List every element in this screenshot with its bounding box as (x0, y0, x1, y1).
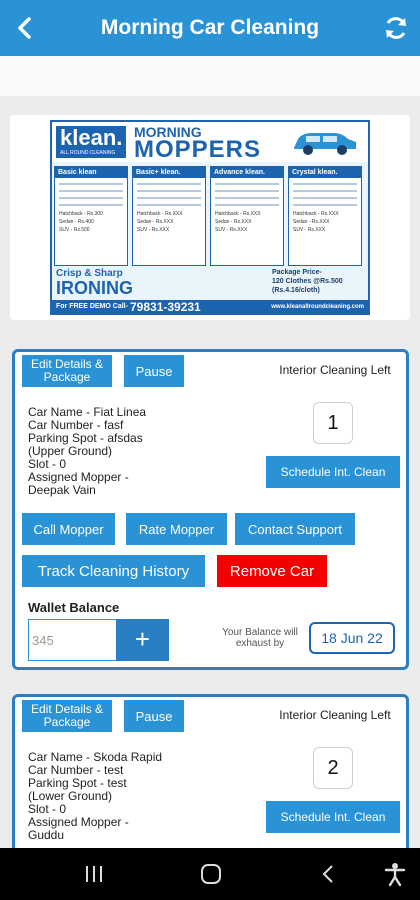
plan-column (54, 166, 128, 266)
track-history-button[interactable]: Track Cleaning History (22, 555, 205, 587)
plan-column (210, 166, 284, 266)
call-mopper-button[interactable]: Call Mopper (22, 513, 115, 545)
car-name: Car Name - Fiat Linea (28, 405, 147, 419)
promo-banner[interactable] (50, 120, 370, 315)
car-number: Car Number - test (28, 763, 124, 777)
assigned-mopper-name: Guddu (28, 828, 65, 842)
assigned-mopper-name: Deepak Vain (28, 483, 96, 497)
plan-prices: Hatchback - Rs.300 Sedan - Rs.400 SUV - Rs.500 (59, 211, 103, 233)
parking-level: (Lower Ground) (28, 789, 113, 803)
parking-spot: Parking Spot - afsdas (28, 431, 143, 445)
plan-column (288, 166, 362, 266)
recent-apps-icon[interactable] (84, 864, 104, 884)
promo-banner-card (10, 115, 410, 320)
parking-spot: Parking Spot - test (28, 776, 127, 790)
banner-header (52, 122, 368, 162)
car-info (28, 751, 162, 842)
add-money-button[interactable]: + (116, 619, 169, 661)
exhaust-date: 18 Jun 22 (309, 622, 395, 654)
back-nav-icon[interactable] (318, 863, 338, 885)
demo-label: For FREE DEMO Call- (56, 303, 128, 310)
contact-support-button[interactable]: Contact Support (235, 513, 355, 545)
plan-prices: Hatchback - Rs.XXX Sedan - Rs.XXX SUV - Rs.XXX (137, 211, 183, 233)
back-arrow-icon[interactable] (10, 12, 40, 44)
assigned-mopper-label: Assigned Mopper - (28, 815, 129, 829)
remove-car-button[interactable]: Remove Car (217, 555, 327, 587)
car-card (12, 694, 409, 864)
assigned-mopper-label: Assigned Mopper - (28, 470, 129, 484)
car-info (28, 406, 146, 497)
pause-button[interactable]: Pause (124, 355, 184, 387)
plan-title: Crystal klean. (289, 167, 361, 178)
rate-mopper-button[interactable]: Rate Mopper (126, 513, 227, 545)
app-bar (0, 0, 420, 56)
banner-ironing (54, 268, 366, 298)
parking-level: (Upper Ground) (28, 444, 113, 458)
plan-title: Advance klean. (211, 167, 283, 178)
edit-details-button[interactable]: Edit Details & Package (22, 700, 112, 732)
car-name: Car Name - Skoda Rapid (28, 750, 163, 764)
interior-count: 1 (313, 402, 353, 444)
plan-title: Basic+ klean. (133, 167, 205, 178)
edit-details-button[interactable]: Edit Details & Package (22, 355, 112, 387)
schedule-interior-button[interactable]: Schedule Int. Clean (266, 456, 400, 488)
refresh-icon[interactable] (382, 14, 410, 42)
schedule-interior-button[interactable]: Schedule Int. Clean (266, 801, 400, 833)
wallet-balance-label: Wallet Balance (28, 600, 120, 615)
ironing-title: IRONING (56, 278, 134, 298)
plan-prices: Hatchback - Rs.XXX Sedan - Rs.XXX SUV - Rs.XXX (293, 211, 339, 233)
interior-cleaning-label: Interior Cleaning Left (279, 363, 391, 377)
pause-button[interactable]: Pause (124, 700, 184, 732)
plan-title: Basic klean (55, 167, 127, 178)
exhaust-label: Your Balance will exhaust by (222, 627, 298, 649)
package-price: Package Price- 120 Clothes @Rs.500 (Rs.4.16/cloth) (272, 269, 343, 294)
car-number: Car Number - fasf (28, 418, 124, 432)
logo-subtext: ALL ROUND CLEANING (60, 150, 116, 156)
banner-title-big: MOPPERS (134, 136, 262, 163)
banner-plans (54, 166, 366, 266)
interior-count: 2 (313, 747, 353, 789)
plan-column (132, 166, 206, 266)
demo-phone: 79831-39231 (130, 300, 201, 314)
website-text: www.kleanallroundcleaning.com (271, 304, 364, 310)
logo-text: klean. (60, 125, 123, 150)
ironing-tagline: Crisp & Sharp (56, 268, 123, 279)
top-strip (0, 56, 420, 96)
wallet-balance-input[interactable] (29, 620, 116, 660)
car-card (12, 349, 409, 670)
home-icon[interactable] (199, 862, 223, 886)
page-title: Morning Car Cleaning (100, 16, 320, 39)
system-nav-bar (0, 848, 420, 900)
banner-title-small: MORNING (134, 124, 202, 140)
accessibility-icon[interactable] (382, 861, 408, 887)
slot: Slot - 0 (28, 802, 67, 816)
slot: Slot - 0 (28, 457, 67, 471)
banner-logo (56, 126, 126, 158)
car-icon (288, 128, 360, 156)
banner-footer (52, 300, 368, 315)
wallet-balance-field (28, 619, 169, 661)
interior-cleaning-label: Interior Cleaning Left (279, 708, 391, 722)
plan-prices: Hatchback - Rs.XXX Sedan - Rs.XXX SUV - Rs.XXX (215, 211, 261, 233)
